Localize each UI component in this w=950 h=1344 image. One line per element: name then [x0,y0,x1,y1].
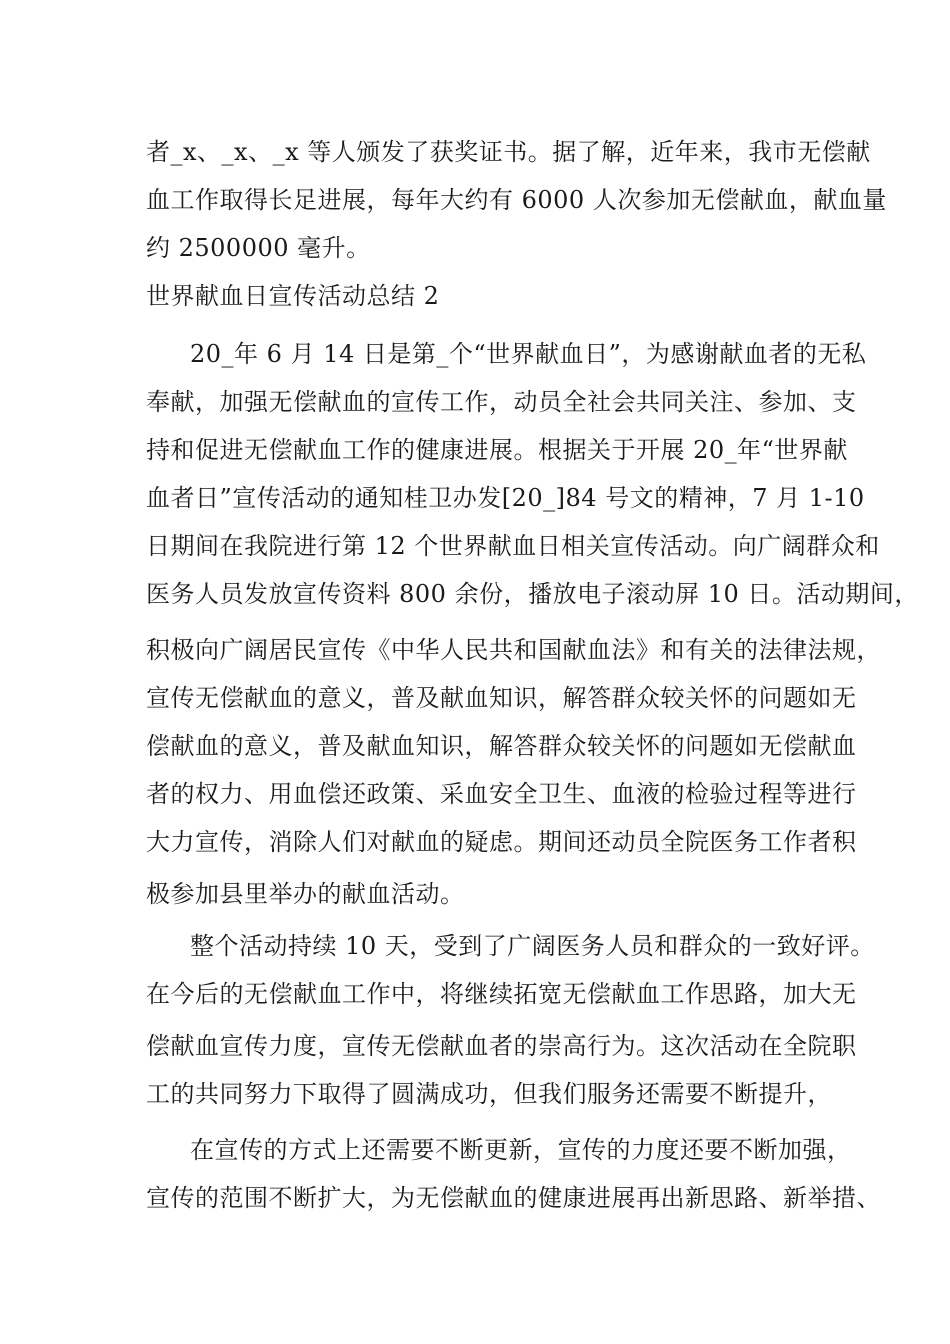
body-text-line: 在今后的无偿献血工作中，将继续拓宽无偿献血工作思路，加大无 [146,980,857,1008]
paragraph-first-line: 整个活动持续 10 天，受到了广阔医务人员和群众的一致好评。 [190,932,875,960]
body-text-line: 持和促进无偿献血工作的健康进展。根据关于开展 20_年“世界献 [146,436,848,464]
body-text-line: 者的权力、用血偿还政策、采血安全卫生、血液的检验过程等进行 [146,780,857,808]
paragraph-first-line: 20_年 6 月 14 日是第_个“世界献血日”，为感谢献血者的无私 [190,340,867,368]
body-text-line: 血者日”宣传活动的通知桂卫办发[20_]84 号文的精神，7 月 1-10 [146,484,865,512]
body-text-line: 偿献血宣传力度，宣传无偿献血者的崇高行为。这次活动在全院职 [146,1032,857,1060]
body-text-line: 宣传的范围不断扩大，为无偿献血的健康进展再出新思路、新举措、 [146,1184,881,1212]
body-text-line: 医务人员发放宣传资料 800 余份，播放电子滚动屏 10 日。活动期间， [146,580,919,608]
body-text-line: 血工作取得长足进展，每年大约有 6000 人次参加无偿献血，献血量 [146,186,887,214]
body-text-line: 工的共同努力下取得了圆满成功，但我们服务还需要不断提升， [146,1080,832,1108]
body-text-line: 奉献，加强无偿献血的宣传工作，动员全社会共同关注、参加、支 [146,388,857,416]
body-text-line: 者_x、_x、_x 等人颁发了获奖证书。据了解，近年来，我市无偿献 [146,138,871,166]
body-text-line: 约 2500000 毫升。 [146,234,371,262]
body-text-line: 日期间在我院进行第 12 个世界献血日相关宣传活动。向广阔群众和 [146,532,880,560]
body-text-line: 积极向广阔居民宣传《中华人民共和国献血法》和有关的法律法规， [146,636,881,664]
body-text-line: 大力宣传，消除人们对献血的疑虑。期间还动员全院医务工作者积 [146,828,857,856]
section-heading: 世界献血日宣传活动总结 2 [146,282,440,310]
paragraph-first-line: 在宣传的方式上还需要不断更新，宣传的力度还要不断加强， [190,1136,852,1164]
body-text-line: 极参加县里举办的献血活动。 [146,880,465,908]
body-text-line: 偿献血的意义，普及献血知识，解答群众较关怀的问题如无偿献血 [146,732,857,760]
body-text-line: 宣传无偿献血的意义，普及献血知识，解答群众较关怀的问题如无 [146,684,857,712]
